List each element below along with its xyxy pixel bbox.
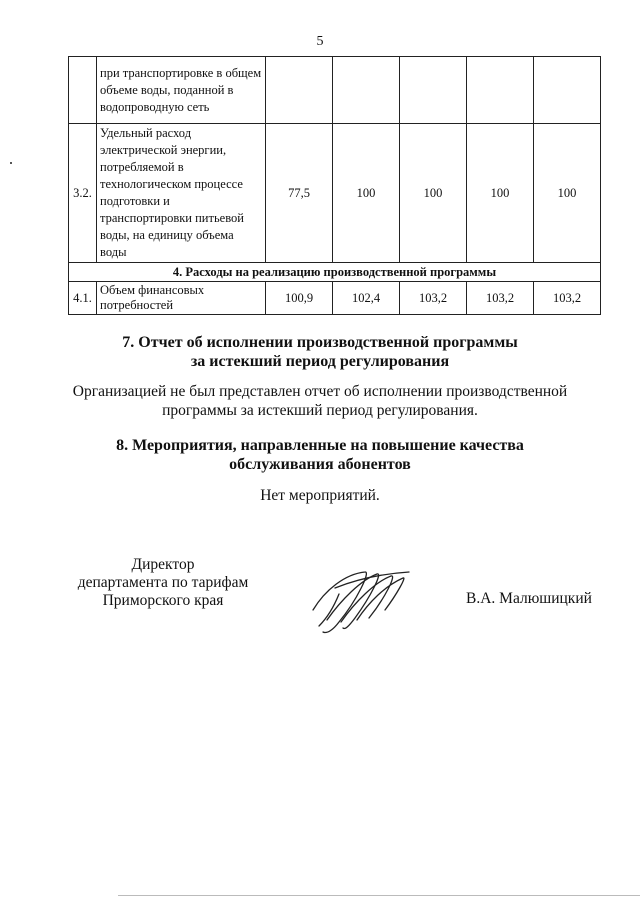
table-row [69, 124, 601, 263]
position-line2: департамента по тарифам [77, 574, 249, 591]
value-cell [266, 57, 333, 124]
indicators-table [68, 56, 601, 315]
position-line1: Директор [131, 556, 195, 573]
section8-title-line2: обслуживания абонентов [229, 456, 411, 473]
margin-mark [10, 162, 12, 164]
value-cell: 103,2 [400, 282, 467, 315]
value-cell: 100,9 [266, 282, 333, 315]
row-number: 4.1. [69, 282, 97, 315]
handwritten-signature [305, 560, 415, 640]
scan-edge-line [118, 895, 640, 896]
value-cell: 100 [467, 124, 534, 263]
table-row [69, 57, 601, 124]
value-cell [467, 57, 534, 124]
signatory-name: В.А. Малюшицкий [466, 590, 592, 607]
value-cell: 100 [534, 124, 601, 263]
section7-text-line1: Организацией не был представлен отчет об исполнении производственной [72, 383, 568, 400]
table-row [69, 282, 601, 315]
section8-title-line1: 8. Мероприятия, направленные на повышение качества [116, 437, 524, 454]
indicator-name: при транспортировке в общем объеме воды, поданной в водопроводную сеть [97, 57, 266, 124]
value-cell [400, 57, 467, 124]
indicator-name: Удельный расход электрической энергии, потребляемой в технологическом процессе подготовки и транспортировки питьевой воды, на единицу объема воды [97, 124, 266, 263]
value-cell: 100 [333, 124, 400, 263]
table-section-row [69, 263, 601, 282]
section-title: 4. Расходы на реализацию производственной программы [69, 263, 601, 282]
section7-text-line2: программы за истекший период регулирования. [162, 402, 478, 419]
page-number: 5 [316, 34, 324, 49]
value-cell: 100 [400, 124, 467, 263]
value-cell: 102,4 [333, 282, 400, 315]
indicator-name: Объем финансовых потребностей [97, 282, 266, 315]
value-cell [534, 57, 601, 124]
position-line3: Приморского края [102, 592, 224, 609]
section7-title-line2: за истекший период регулирования [190, 353, 450, 370]
row-number: 3.2. [69, 124, 97, 263]
value-cell [333, 57, 400, 124]
value-cell: 103,2 [534, 282, 601, 315]
section8-text: Нет мероприятий. [260, 487, 380, 504]
row-number [69, 57, 97, 124]
value-cell: 77,5 [266, 124, 333, 263]
signatory-position [58, 556, 268, 610]
section7-title-line1: 7. Отчет об исполнении производственной программы [122, 334, 518, 351]
value-cell: 103,2 [467, 282, 534, 315]
